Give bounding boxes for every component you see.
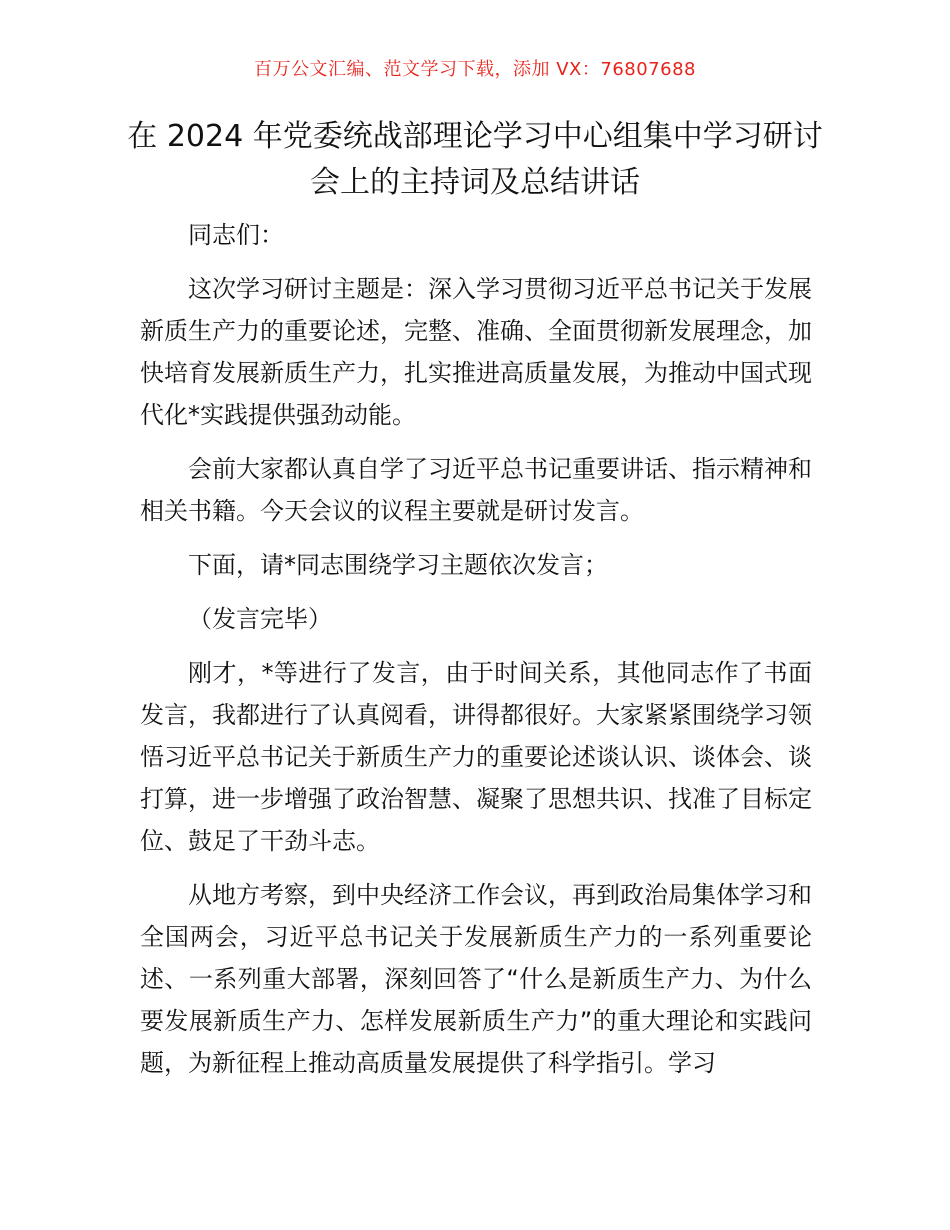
header-banner: 百万公文汇编、范文学习下载，添加 VX：76807688: [254, 59, 696, 80]
paragraph-preparation: 会前大家都认真自学了习近平总书记重要讲话、指示精神和相关书籍。今天会议的议程主要就是研讨发言。: [140, 455, 812, 525]
document-body: [140, 214, 812, 1096]
paragraph-salutation: 同志们：: [188, 221, 284, 249]
paragraph-speech-end: （发言完毕）: [188, 605, 332, 633]
paragraph-summary: 刚才，*等进行了发言，由于时间关系，其他同志作了书面发言，我都进行了认真阅看，讲得都很好。大家紧紧围绕学习领悟习近平总书记关于新质生产力的重要论述谈认识、谈体会、谈打算，进一步增强了政治智慧、凝聚了思想共识、找准了目标定位、鼓足了干劲斗志。: [140, 659, 812, 855]
document-title: 在 2024 年党委统战部理论学习中心组集中学习研讨会上的主持词及总结讲话: [127, 119, 823, 200]
paragraph-significance: 从地方考察，到中央经济工作会议，再到政治局集体学习和全国两会，习近平总书记关于发展新质生产力的一系列重要论述、一系列重大部署，深刻回答了“什么是新质生产力、为什么要发展新质生产力、怎样发展新质生产力”的重大理论和实践问题，为新征程上推动高质量发展提供了科学指引。学习: [140, 881, 812, 1077]
paragraph-theme: 这次学习研讨主题是：深入学习贯彻习近平总书记关于发展新质生产力的重要论述，完整、准确、全面贯彻新发展理念，加快培育发展新质生产力，扎实推进高质量发展，为推动中国式现代化*实践提供强劲动能。: [140, 275, 812, 429]
paragraph-invitation: 下面，请*同志围绕学习主题依次发言；: [188, 551, 608, 579]
